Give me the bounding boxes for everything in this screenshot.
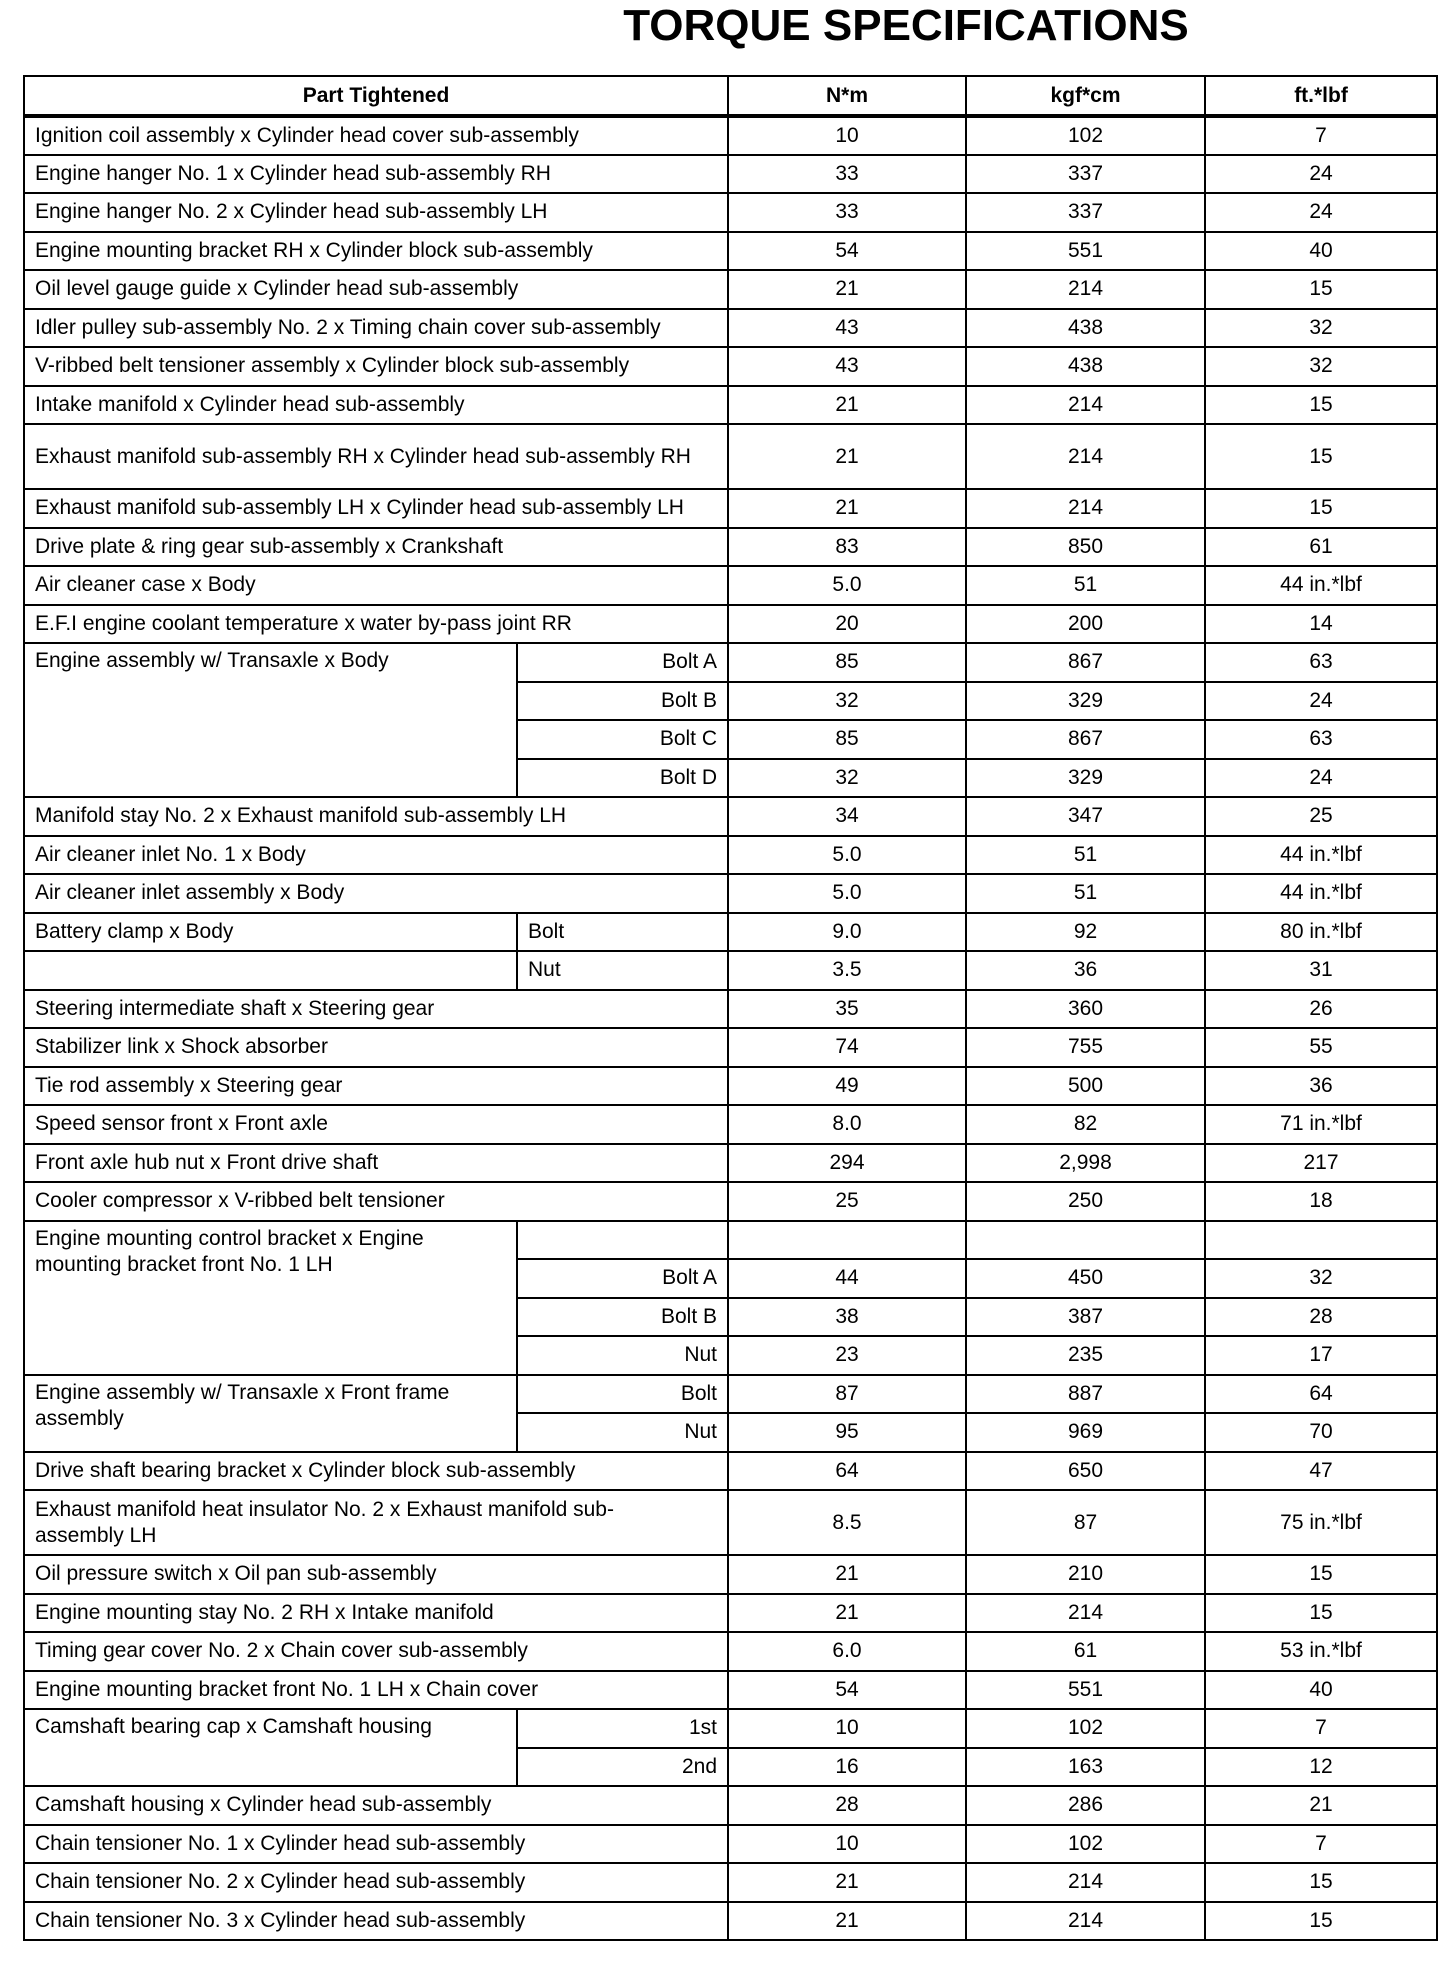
- nm-cell: 49: [728, 1067, 966, 1106]
- table-row: [24, 1825, 1437, 1864]
- nm-cell: 21: [728, 1594, 966, 1633]
- sub-label-cell: Bolt A: [517, 1259, 728, 1298]
- kgf-cell: 867: [966, 720, 1205, 759]
- table-row: [24, 309, 1437, 348]
- ft-cell: 61: [1205, 528, 1437, 567]
- nm-cell: 33: [728, 193, 966, 232]
- nm-cell: 21: [728, 424, 966, 489]
- table-row: [24, 1105, 1437, 1144]
- sub-label-cell: Bolt A: [517, 643, 728, 682]
- table-row: [24, 424, 1437, 489]
- kgf-cell: 210: [966, 1555, 1205, 1594]
- part-cell: Engine mounting control bracket x Engine mounting bracket front No. 1 LH: [24, 1221, 517, 1375]
- ft-cell: 7: [1205, 116, 1437, 155]
- part-cell: Ignition coil assembly x Cylinder head cover sub-assembly: [24, 116, 728, 155]
- ft-cell: 15: [1205, 489, 1437, 528]
- table-row: [24, 1375, 1437, 1414]
- part-cell: Engine mounting stay No. 2 RH x Intake manifold: [24, 1594, 728, 1633]
- part-cell: Drive plate & ring gear sub-assembly x Crankshaft: [24, 528, 728, 567]
- ft-cell: 75 in.*lbf: [1205, 1490, 1437, 1555]
- nm-cell: 54: [728, 1671, 966, 1710]
- table-row: [24, 1863, 1437, 1902]
- kgf-cell: 650: [966, 1452, 1205, 1491]
- nm-cell: 10: [728, 1825, 966, 1864]
- ft-cell: 32: [1205, 347, 1437, 386]
- part-cell: Battery clamp x Body: [24, 913, 517, 952]
- table-row: [24, 1709, 1437, 1748]
- kgf-cell: 102: [966, 116, 1205, 155]
- nm-cell: 3.5: [728, 951, 966, 990]
- ft-cell: 15: [1205, 1555, 1437, 1594]
- table-row: [24, 797, 1437, 836]
- part-cell: Cooler compressor x V-ribbed belt tensioner: [24, 1182, 728, 1221]
- sub-label-cell: 2nd: [517, 1748, 728, 1787]
- table-row: [24, 386, 1437, 425]
- kgf-cell: 214: [966, 1594, 1205, 1633]
- sub-label-cell: Bolt: [517, 913, 728, 952]
- table-row: [24, 1067, 1437, 1106]
- nm-cell: 25: [728, 1182, 966, 1221]
- ft-cell: 25: [1205, 797, 1437, 836]
- part-cell: V-ribbed belt tensioner assembly x Cylinder block sub-assembly: [24, 347, 728, 386]
- ft-cell: 80 in.*lbf: [1205, 913, 1437, 952]
- kgf-cell: 337: [966, 155, 1205, 194]
- kgf-cell: 2,998: [966, 1144, 1205, 1183]
- nm-cell: 87: [728, 1375, 966, 1414]
- kgf-cell: 200: [966, 605, 1205, 644]
- nm-cell: 5.0: [728, 874, 966, 913]
- nm-cell: 28: [728, 1786, 966, 1825]
- kgf-cell: 51: [966, 836, 1205, 875]
- nm-cell: 32: [728, 759, 966, 798]
- kgf-cell: 850: [966, 528, 1205, 567]
- nm-cell: 85: [728, 643, 966, 682]
- part-cell: Intake manifold x Cylinder head sub-assembly: [24, 386, 728, 425]
- ft-cell: 53 in.*lbf: [1205, 1632, 1437, 1671]
- table-row: [24, 836, 1437, 875]
- kgf-cell: 438: [966, 309, 1205, 348]
- part-cell: Steering intermediate shaft x Steering gear: [24, 990, 728, 1029]
- ft-cell: 21: [1205, 1786, 1437, 1825]
- nm-cell: 64: [728, 1452, 966, 1491]
- sub-label-cell: Bolt: [517, 1375, 728, 1414]
- ft-cell: 70: [1205, 1413, 1437, 1452]
- table-row: [24, 1671, 1437, 1710]
- nm-cell: 21: [728, 1902, 966, 1941]
- table-row: [24, 1594, 1437, 1633]
- sub-label-cell: Bolt C: [517, 720, 728, 759]
- ft-cell: 32: [1205, 1259, 1437, 1298]
- kgf-cell: 329: [966, 759, 1205, 798]
- kgf-cell: 87: [966, 1490, 1205, 1555]
- nm-cell: 294: [728, 1144, 966, 1183]
- sub-label-cell: Bolt B: [517, 1298, 728, 1337]
- kgf-cell: 61: [966, 1632, 1205, 1671]
- nm-cell: 10: [728, 116, 966, 155]
- part-cell: Front axle hub nut x Front drive shaft: [24, 1144, 728, 1183]
- table-row: [24, 1490, 1437, 1555]
- sub-label-cell: Nut: [517, 951, 728, 990]
- table-row: [24, 1902, 1437, 1941]
- ft-cell: 24: [1205, 759, 1437, 798]
- nm-cell: 44: [728, 1259, 966, 1298]
- part-cell: Stabilizer link x Shock absorber: [24, 1028, 728, 1067]
- table-row: [24, 874, 1437, 913]
- ft-cell: 28: [1205, 1298, 1437, 1337]
- table-header-row: [24, 76, 1437, 116]
- kgf-cell: 887: [966, 1375, 1205, 1414]
- kgf-cell: 387: [966, 1298, 1205, 1337]
- ft-cell: 63: [1205, 720, 1437, 759]
- table-row: [24, 1144, 1437, 1183]
- header-nm: N*m: [728, 76, 966, 116]
- ft-cell: 31: [1205, 951, 1437, 990]
- nm-cell: 35: [728, 990, 966, 1029]
- ft-cell: 44 in.*lbf: [1205, 836, 1437, 875]
- part-cell: Idler pulley sub-assembly No. 2 x Timing chain cover sub-assembly: [24, 309, 728, 348]
- ft-cell: 17: [1205, 1336, 1437, 1375]
- part-cell: Air cleaner inlet assembly x Body: [24, 874, 728, 913]
- kgf-cell: 214: [966, 1863, 1205, 1902]
- table-row: [24, 1028, 1437, 1067]
- header-part: Part Tightened: [24, 76, 728, 116]
- kgf-cell: 214: [966, 386, 1205, 425]
- nm-cell: 83: [728, 528, 966, 567]
- table-row: [24, 1182, 1437, 1221]
- kgf-cell: 337: [966, 193, 1205, 232]
- kgf-cell: 235: [966, 1336, 1205, 1375]
- part-cell: Oil pressure switch x Oil pan sub-assembly: [24, 1555, 728, 1594]
- table-row: [24, 951, 1437, 990]
- part-cell: Manifold stay No. 2 x Exhaust manifold sub-assembly LH: [24, 797, 728, 836]
- kgf-cell: 92: [966, 913, 1205, 952]
- part-cell: Exhaust manifold sub-assembly RH x Cylinder head sub-assembly RH: [24, 424, 728, 489]
- ft-cell: 15: [1205, 1902, 1437, 1941]
- part-cell: Chain tensioner No. 3 x Cylinder head sub-assembly: [24, 1902, 728, 1941]
- header-ft: ft.*lbf: [1205, 76, 1437, 116]
- nm-cell: 43: [728, 309, 966, 348]
- table-row: [24, 1786, 1437, 1825]
- part-cell: Tie rod assembly x Steering gear: [24, 1067, 728, 1106]
- table-row: [24, 270, 1437, 309]
- nm-cell: 32: [728, 682, 966, 721]
- ft-cell: 24: [1205, 193, 1437, 232]
- kgf-cell: 102: [966, 1709, 1205, 1748]
- kgf-cell: 969: [966, 1413, 1205, 1452]
- table-row: [24, 528, 1437, 567]
- table-row: [24, 1632, 1437, 1671]
- nm-cell: 8.0: [728, 1105, 966, 1144]
- table-row: [24, 155, 1437, 194]
- ft-cell: 55: [1205, 1028, 1437, 1067]
- ft-cell: 15: [1205, 424, 1437, 489]
- nm-cell: 5.0: [728, 836, 966, 875]
- part-cell: Air cleaner inlet No. 1 x Body: [24, 836, 728, 875]
- table-row: [24, 1221, 1437, 1260]
- nm-cell: 95: [728, 1413, 966, 1452]
- kgf-cell: 551: [966, 1671, 1205, 1710]
- ft-cell: 47: [1205, 1452, 1437, 1491]
- table-row: [24, 1555, 1437, 1594]
- torque-spec-table: [23, 75, 1438, 1941]
- part-cell: Engine mounting bracket RH x Cylinder block sub-assembly: [24, 232, 728, 271]
- kgf-cell: 163: [966, 1748, 1205, 1787]
- sub-label-cell: Nut: [517, 1413, 728, 1452]
- table-row: [24, 347, 1437, 386]
- ft-cell: 64: [1205, 1375, 1437, 1414]
- nm-cell: 74: [728, 1028, 966, 1067]
- part-cell: E.F.I engine coolant temperature x water by-pass joint RR: [24, 605, 728, 644]
- table-row: [24, 913, 1437, 952]
- nm-cell: 16: [728, 1748, 966, 1787]
- nm-cell: 8.5: [728, 1490, 966, 1555]
- kgf-cell: 214: [966, 424, 1205, 489]
- ft-cell: 32: [1205, 309, 1437, 348]
- nm-cell: 54: [728, 232, 966, 271]
- nm-cell: 33: [728, 155, 966, 194]
- kgf-cell: 500: [966, 1067, 1205, 1106]
- ft-cell: 15: [1205, 386, 1437, 425]
- kgf-cell: 82: [966, 1105, 1205, 1144]
- sub-label-cell: Bolt D: [517, 759, 728, 798]
- ft-cell: 12: [1205, 1748, 1437, 1787]
- header-kgf: kgf*cm: [966, 76, 1205, 116]
- kgf-cell: 867: [966, 643, 1205, 682]
- table-row: [24, 232, 1437, 271]
- ft-cell: 14: [1205, 605, 1437, 644]
- ft-cell: 15: [1205, 1863, 1437, 1902]
- nm-cell: 21: [728, 386, 966, 425]
- nm-cell: 21: [728, 489, 966, 528]
- nm-cell: 38: [728, 1298, 966, 1337]
- table-row: [24, 193, 1437, 232]
- kgf-cell-empty: [966, 1221, 1205, 1260]
- table-row: [24, 990, 1437, 1029]
- kgf-cell: 51: [966, 566, 1205, 605]
- ft-cell: 7: [1205, 1825, 1437, 1864]
- nm-cell: 5.0: [728, 566, 966, 605]
- nm-cell-empty: [728, 1221, 966, 1260]
- sub-label-cell: Nut: [517, 1336, 728, 1375]
- nm-cell: 21: [728, 270, 966, 309]
- ft-cell: 24: [1205, 682, 1437, 721]
- kgf-cell: 438: [966, 347, 1205, 386]
- part-cell-empty: [24, 951, 517, 990]
- nm-cell: 6.0: [728, 1632, 966, 1671]
- part-cell: Camshaft bearing cap x Camshaft housing: [24, 1709, 517, 1786]
- ft-cell: 15: [1205, 270, 1437, 309]
- kgf-cell: 214: [966, 489, 1205, 528]
- ft-cell: 26: [1205, 990, 1437, 1029]
- ft-cell: 15: [1205, 1594, 1437, 1633]
- nm-cell: 21: [728, 1555, 966, 1594]
- ft-cell: 40: [1205, 232, 1437, 271]
- kgf-cell: 329: [966, 682, 1205, 721]
- nm-cell: 34: [728, 797, 966, 836]
- part-cell: Engine mounting bracket front No. 1 LH x Chain cover: [24, 1671, 728, 1710]
- sub-label-cell-empty: [517, 1221, 728, 1260]
- kgf-cell: 250: [966, 1182, 1205, 1221]
- table-row: [24, 566, 1437, 605]
- kgf-cell: 214: [966, 1902, 1205, 1941]
- part-cell: Engine hanger No. 2 x Cylinder head sub-assembly LH: [24, 193, 728, 232]
- part-cell: Speed sensor front x Front axle: [24, 1105, 728, 1144]
- part-cell: Drive shaft bearing bracket x Cylinder block sub-assembly: [24, 1452, 728, 1491]
- ft-cell: 7: [1205, 1709, 1437, 1748]
- table-row: [24, 1452, 1437, 1491]
- ft-cell: 44 in.*lbf: [1205, 566, 1437, 605]
- ft-cell: 71 in.*lbf: [1205, 1105, 1437, 1144]
- kgf-cell: 347: [966, 797, 1205, 836]
- table-row: [24, 116, 1437, 155]
- nm-cell: 21: [728, 1863, 966, 1902]
- part-cell: Timing gear cover No. 2 x Chain cover sub-assembly: [24, 1632, 728, 1671]
- ft-cell: 18: [1205, 1182, 1437, 1221]
- part-cell: Chain tensioner No. 1 x Cylinder head sub-assembly: [24, 1825, 728, 1864]
- kgf-cell: 102: [966, 1825, 1205, 1864]
- kgf-cell: 755: [966, 1028, 1205, 1067]
- kgf-cell: 360: [966, 990, 1205, 1029]
- nm-cell: 85: [728, 720, 966, 759]
- ft-cell-empty: [1205, 1221, 1437, 1260]
- ft-cell: 36: [1205, 1067, 1437, 1106]
- nm-cell: 43: [728, 347, 966, 386]
- kgf-cell: 551: [966, 232, 1205, 271]
- ft-cell: 217: [1205, 1144, 1437, 1183]
- kgf-cell: 214: [966, 270, 1205, 309]
- page-title: TORQUE SPECIFICATIONS: [623, 1, 1189, 50]
- part-cell: Engine assembly w/ Transaxle x Body: [24, 643, 517, 797]
- part-cell: Camshaft housing x Cylinder head sub-assembly: [24, 1786, 728, 1825]
- nm-cell: 20: [728, 605, 966, 644]
- part-cell: Engine assembly w/ Transaxle x Front frame assembly: [24, 1375, 517, 1452]
- nm-cell: 10: [728, 1709, 966, 1748]
- ft-cell: 44 in.*lbf: [1205, 874, 1437, 913]
- nm-cell: 23: [728, 1336, 966, 1375]
- ft-cell: 24: [1205, 155, 1437, 194]
- part-cell: Engine hanger No. 1 x Cylinder head sub-assembly RH: [24, 155, 728, 194]
- sub-label-cell: 1st: [517, 1709, 728, 1748]
- part-cell: Chain tensioner No. 2 x Cylinder head sub-assembly: [24, 1863, 728, 1902]
- part-cell: Air cleaner case x Body: [24, 566, 728, 605]
- part-cell: Exhaust manifold heat insulator No. 2 x Exhaust manifold sub-assembly LH: [24, 1490, 728, 1555]
- nm-cell: 9.0: [728, 913, 966, 952]
- table-row: [24, 489, 1437, 528]
- sub-label-cell: Bolt B: [517, 682, 728, 721]
- ft-cell: 40: [1205, 1671, 1437, 1710]
- part-cell: Oil level gauge guide x Cylinder head sub-assembly: [24, 270, 728, 309]
- table-row: [24, 605, 1437, 644]
- ft-cell: 63: [1205, 643, 1437, 682]
- kgf-cell: 286: [966, 1786, 1205, 1825]
- part-cell: Exhaust manifold sub-assembly LH x Cylinder head sub-assembly LH: [24, 489, 728, 528]
- table-row: [24, 643, 1437, 682]
- kgf-cell: 450: [966, 1259, 1205, 1298]
- kgf-cell: 36: [966, 951, 1205, 990]
- kgf-cell: 51: [966, 874, 1205, 913]
